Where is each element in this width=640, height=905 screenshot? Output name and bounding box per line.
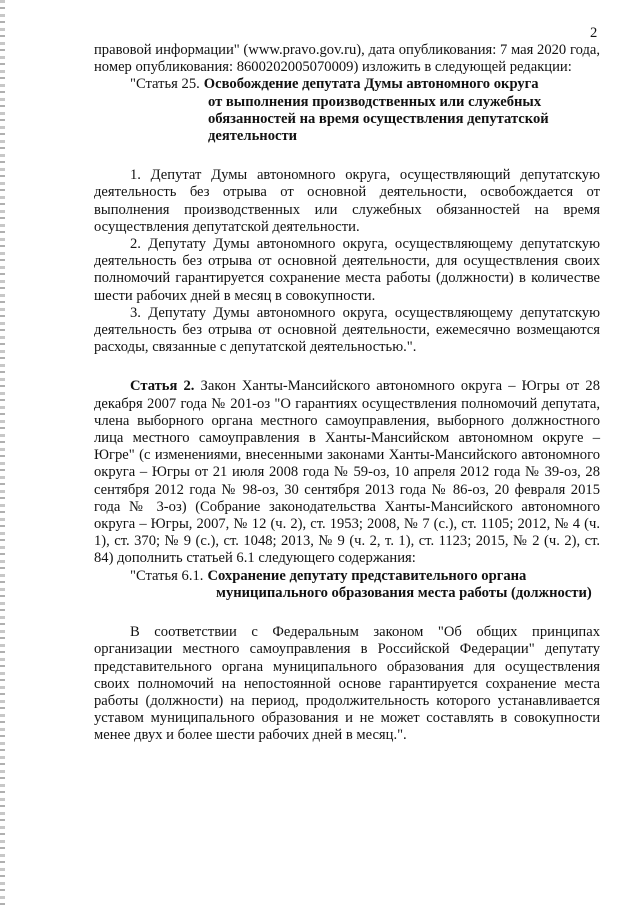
article-25-title-line-1: Освобождение депутата Думы автономного округа bbox=[203, 76, 539, 93]
article-2-paragraph bbox=[94, 378, 600, 567]
article-6-1-heading bbox=[94, 568, 600, 585]
scan-edge-artifact bbox=[0, 0, 5, 905]
article-6-1-paragraph: В соответствии с Федеральным законом "Об общих принципах организации местного самоуправления в Российской Федерации" депутату представительного органа муниципального образования для осуществления своих полномочий на непостоянной основе гарантируется сохранение места работы (должности) на период, продолжительность которого устанавливается уставом муниципального образования и не может составлять в совокупности менее двух и более шести рабочих дней в месяц.". bbox=[94, 624, 600, 744]
article-25-prefix: "Статья 25. bbox=[130, 76, 200, 93]
intro-paragraph: правовой информации" (www.pravo.gov.ru), дата опубликования: 7 мая 2020 года, номер опубликования: 8600202005070009) изложить в следующей редакции: bbox=[94, 42, 600, 76]
article-25-paragraph-2: 2. Депутату Думы автономного округа, осуществляющему депутатскую деятельность без отрыва от основной деятельности, для осуществления своих полномочий гарантируется сохранение места работы (должности) в количестве шести рабочих дней в месяц в совокупности. bbox=[94, 236, 600, 304]
document-body bbox=[94, 42, 600, 745]
article-25-paragraph-1: 1. Депутат Думы автономного округа, осуществляющий депутатскую деятельность без отрыва от основной деятельности, освобождается от выполнения производственных или служебных обязанностей на время осуществления депутатской деятельности. bbox=[94, 167, 600, 235]
article-6-1-prefix: "Статья 6.1. bbox=[130, 567, 204, 584]
article-25-paragraph-3: 3. Депутату Думы автономного округа, осуществляющему депутатскую деятельность без отрыва от основной деятельности, ежемесячно возмещаются расходы, связанные с депутатской деятельностью.". bbox=[94, 304, 600, 356]
article-25-title-line-4: деятельности bbox=[208, 128, 298, 145]
article-25-heading bbox=[94, 76, 600, 93]
article-25-title-line-2: от выполнения производственных или служебных bbox=[208, 93, 542, 110]
page-number: 2 bbox=[590, 25, 598, 41]
article-2-text: Закон Ханты-Мансийского автономного округа – Югры от 28 декабря 2007 года № 201-оз "О гарантиях осуществления полномочий депутата, члена выборного органа местного самоуправления, выборного должностного лица местного самоуправления в Ханты-Мансийском автономном округе – Югре" (с изменениями, внесенными законами Ханты-Мансийского автономного округа – Югры от 21 июля 2008 года № 59-оз, 10 апреля 2012 года № 39-оз, 28 сентября 2012 года № 98-оз, 30 сентября 2013 года № 86-оз, 20 февраля 2015 года № 3-оз) (Собрание законодательства Ханты-Мансийского автономного округа – Югры, 2007, № 12 (ч. 2), ст. 1953; 2008, № 7 (с.), ст. 1105; 2012, № 4 (ч. 1), ст. 370; № 9 (с.), ст. 1048; 2013, № 9 (ч. 2, т. 1), ст. 1123; 2015, № 2 (ч. 2), ст. 84) дополнить статьей 6.1 следующего содержания: bbox=[94, 378, 600, 567]
article-6-1-title-line-1: Сохранение депутату представительного органа bbox=[207, 567, 527, 584]
article-25-title-line-3: обязанностей на время осуществления депутатской bbox=[208, 110, 549, 127]
article-6-1-title-line-2: муниципального образования места работы (должности) bbox=[216, 584, 592, 601]
article-2-label: Статья 2. bbox=[130, 378, 195, 395]
